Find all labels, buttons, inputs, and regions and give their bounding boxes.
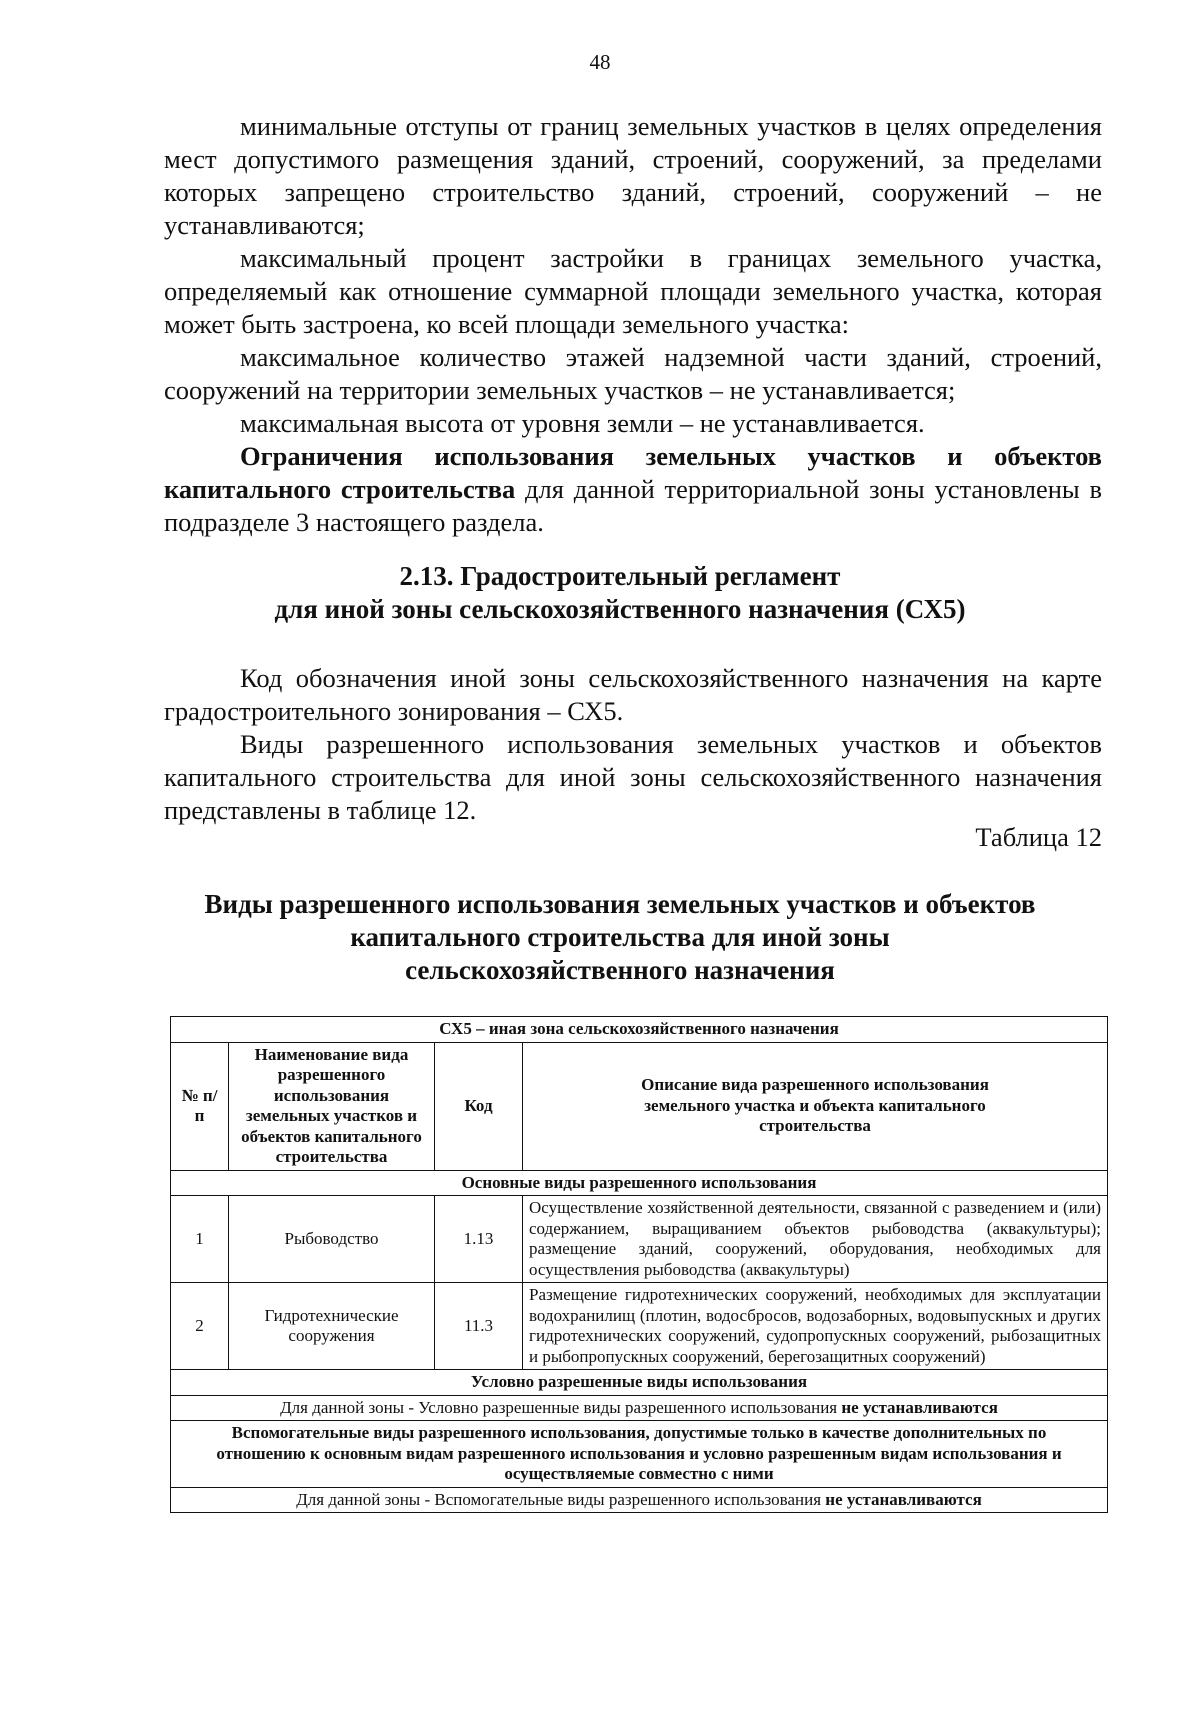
auxiliary-section-cell: Вспомогательные виды разрешенного использования, допустимые только в качестве дополнительных по отношению к основным видам разрешенного использования и условно разрешенным видам использования и осуществляемые совместно с ними — [171, 1421, 1108, 1488]
row-num: 1 — [171, 1196, 229, 1283]
intro-text — [164, 110, 1102, 539]
conditional-note-bold: не устанавливаются — [841, 1397, 998, 1417]
table-caption: Таблица 12 — [975, 822, 1102, 852]
paragraph-zone-code: Код обозначения иной зоны сельскохозяйственного назначения на карте градостроительного зонирования – СХ5. — [164, 663, 1102, 726]
restrictions-bold: Ограничения использования земельных участков и объектов капитального строительства — [164, 441, 1102, 504]
conditional-section-row — [171, 1370, 1108, 1396]
row-name: Рыбоводство — [229, 1196, 435, 1283]
auxiliary-note-row — [171, 1487, 1108, 1513]
section-heading — [140, 560, 1100, 626]
table-title — [140, 888, 1100, 987]
conditional-note-cell — [171, 1395, 1108, 1421]
paragraph-permitted-uses: Виды разрешенного использования земельных участков и объектов капитального строительства для иной зоны сельскохозяйственного назначения представлены в таблице 12. — [164, 729, 1102, 825]
auxiliary-section-row — [171, 1421, 1108, 1488]
paragraph-height: максимальная высота от уровня земли – не устанавливается. — [240, 408, 925, 438]
auxiliary-note-cell — [171, 1487, 1108, 1513]
row-description: Осуществление хозяйственной деятельности, связанной с разведением и (или) содержанием, выращиванием объектов рыбоводства (аквакультуры); размещение зданий, сооружений, оборудования, необходимых для осуществления рыбоводства (аквакультуры) — [523, 1196, 1108, 1283]
table-title-line3: сельскохозяйственного назначения — [405, 955, 835, 985]
table-row — [171, 1196, 1108, 1283]
main-section-cell: Основные виды разрешенного использования — [171, 1170, 1108, 1196]
header-code: Код — [435, 1042, 523, 1170]
section-text — [164, 662, 1102, 827]
header-description: Описание вида разрешенного использования земельного участка и объекта капитального строительства — [523, 1042, 1108, 1170]
table-row — [171, 1283, 1108, 1370]
row-description: Размещение гидротехнических сооружений, необходимых для эксплуатации водохранилищ (плотин, водосбросов, водозаборных, водовыпускных и других гидротехнических сооружений, судопропускных сооружений, рыбозащитных и рыбопропускных сооружений, берегозащитных сооружений) — [523, 1283, 1108, 1370]
zone-title-row — [171, 1017, 1108, 1043]
conditional-note-row — [171, 1395, 1108, 1421]
table-title-line1: Виды разрешенного использования земельных участков и объектов — [204, 889, 1036, 919]
paragraph-setbacks: минимальные отступы от границ земельных участков в целях определения мест допустимого размещения зданий, строений, сооружений, за пределами которых запрещено строительство зданий, строений, сооружений – не устанавливаются; — [164, 111, 1102, 240]
paragraph-building-percent: максимальный процент застройки в границах земельного участка, определяемый как отношение суммарной площади земельного участка, которая может быть застроена, ко всей площади земельного участка: — [164, 243, 1102, 339]
main-section-row — [171, 1170, 1108, 1196]
restrictions-rest: для данной территориальной зоны установлены в подразделе 3 настоящего раздела. — [164, 474, 1102, 537]
page-number: 48 — [589, 50, 611, 74]
paragraph-floors: максимальное количество этажей надземной части зданий, строений, сооружений на территории земельных участков – не устанавливается; — [164, 342, 1102, 405]
row-num: 2 — [171, 1283, 229, 1370]
row-code: 1.13 — [435, 1196, 523, 1283]
header-name: Наименование вида разрешенного использования земельных участков и объектов капитального строительства — [229, 1042, 435, 1170]
conditional-note-prefix: Для данной зоны - Условно разрешенные виды разрешенного использования — [280, 1397, 842, 1417]
row-name: Гидротехнические сооружения — [229, 1283, 435, 1370]
auxiliary-note-bold: не устанавливаются — [825, 1489, 982, 1509]
conditional-section-cell: Условно разрешенные виды использования — [171, 1370, 1108, 1396]
section-heading-line1: 2.13. Градостроительный регламент — [399, 561, 841, 591]
header-row — [171, 1042, 1108, 1170]
zone-title-cell: СХ5 – иная зона сельскохозяйственного назначения — [171, 1017, 1108, 1043]
section-heading-line2: для иной зоны сельскохозяйственного назначения (СХ5) — [274, 594, 966, 624]
row-code: 11.3 — [435, 1283, 523, 1370]
header-num: № п/п — [171, 1042, 229, 1170]
auxiliary-note-prefix: Для данной зоны - Вспомогательные виды разрешенного использования — [296, 1489, 826, 1509]
paragraph-restrictions — [164, 440, 1102, 539]
permitted-uses-table — [170, 1016, 1108, 1513]
table-title-line2: капитального строительства для иной зоны — [350, 922, 890, 952]
